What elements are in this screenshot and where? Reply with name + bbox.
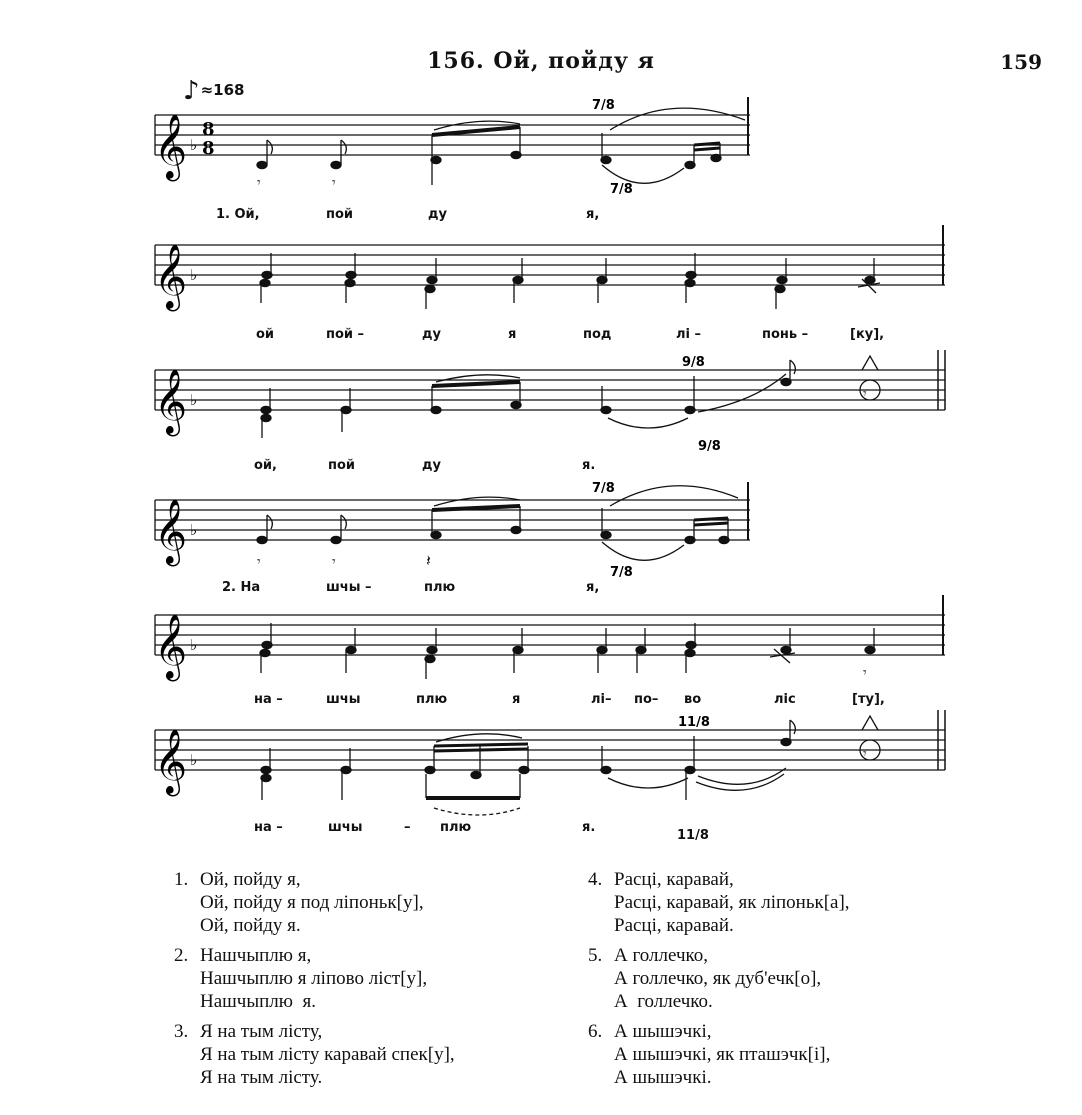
syllable: плю — [440, 820, 472, 835]
verse-number: 3. — [174, 1021, 189, 1042]
eighth-note-icon: ♪ — [183, 76, 200, 106]
fermata-mark: 7/8 — [592, 481, 615, 496]
syllable: шчы – — [326, 580, 372, 595]
syllable: я — [512, 692, 521, 707]
fermata-mark: 9/8 — [682, 355, 705, 370]
svg-text:𝄞: 𝄞 — [154, 369, 188, 434]
svg-text:♭: ♭ — [190, 751, 198, 769]
staff-4 — [150, 480, 755, 580]
syllable: ліс — [774, 692, 796, 707]
treble-clef-icon: 𝄞 — [154, 114, 188, 179]
fermata-mark: 7/8 — [610, 182, 633, 197]
verse-4 — [588, 868, 988, 937]
svg-text:𝄞: 𝄞 — [154, 244, 188, 309]
syllable: плю — [416, 692, 448, 707]
verse-5 — [588, 944, 988, 1013]
syllable: на – — [254, 692, 283, 707]
song-title: 156. Ой, пойду я — [427, 48, 655, 74]
syllable: ду — [428, 207, 447, 222]
svg-text:𝄾: 𝄾 — [257, 176, 261, 191]
svg-text:𝄾: 𝄾 — [332, 555, 336, 570]
syllable: под — [583, 327, 612, 342]
syllable: лі– — [591, 692, 612, 707]
syllable: ой, — [254, 458, 277, 473]
syllable: шчы — [326, 692, 361, 707]
lyrics-line-1 — [150, 207, 755, 227]
staff-2 — [150, 225, 950, 320]
svg-text:𝄾: 𝄾 — [863, 666, 867, 681]
syllable: понь – — [762, 327, 809, 342]
svg-text:♭: ♭ — [190, 136, 198, 154]
verse-line: Нашчыплю я, — [200, 945, 312, 966]
staff-1 — [150, 95, 755, 195]
verse-line: Ой, пойду я под ліпоньк[у], — [200, 892, 424, 913]
lyrics-line-3 — [150, 458, 950, 478]
syllable: шчы — [328, 820, 363, 835]
fermata-mark: 7/8 — [592, 98, 615, 113]
svg-text:♭: ♭ — [190, 636, 198, 654]
verse-line: Расці, каравай, як ліпоньк[а], — [614, 892, 850, 913]
verse-line: А голлечко, — [614, 945, 709, 966]
syllable: ду — [422, 327, 441, 342]
syllable: пой — [328, 458, 356, 473]
svg-text:𝄾: 𝄾 — [863, 387, 867, 402]
lyrics-line-2 — [150, 327, 950, 347]
verse-line: А голлечко, як дуб'ечк[о], — [614, 968, 822, 989]
verse-number: 6. — [588, 1021, 603, 1042]
verse-line: Расці, каравай, — [614, 869, 734, 890]
verse-line: А шышэчкі, як пташэчк[і], — [614, 1044, 831, 1065]
svg-text:𝄞: 𝄞 — [154, 499, 188, 564]
syllable: на – — [254, 820, 283, 835]
svg-text:♭: ♭ — [190, 391, 198, 409]
syllable: пой — [326, 207, 354, 222]
verse-number: 2. — [174, 945, 189, 966]
svg-text:♭: ♭ — [190, 521, 198, 539]
staff-6 — [150, 710, 950, 825]
syllable: я, — [586, 580, 600, 595]
syllable: плю — [424, 580, 456, 595]
svg-text:𝄽: 𝄽 — [426, 553, 431, 570]
syllable: я. — [582, 820, 596, 835]
svg-text:𝄾: 𝄾 — [257, 555, 261, 570]
verse-2 — [174, 944, 554, 1013]
staff-5 — [150, 595, 950, 690]
tempo-value: ≈168 — [200, 81, 245, 99]
verse-line: Нашчыплю я. — [200, 991, 316, 1012]
verse-line: А голлечко. — [614, 991, 713, 1012]
svg-text:𝄞: 𝄞 — [154, 729, 188, 794]
verse-line: Ой, пойду я. — [200, 915, 301, 936]
svg-text:♭: ♭ — [190, 266, 198, 284]
svg-text:𝄞: 𝄞 — [154, 614, 188, 679]
syllable: по– — [634, 692, 659, 707]
fermata-mark: 11/8 — [678, 715, 710, 730]
syllable: лі – — [676, 327, 702, 342]
syllable: я — [508, 327, 517, 342]
time-signature-bottom: 8 — [202, 138, 215, 159]
svg-text:𝄾: 𝄾 — [863, 747, 867, 762]
verses-right — [588, 868, 988, 1096]
lyrics-line-6 — [150, 820, 950, 843]
syllable: во — [684, 692, 702, 707]
syllable: ой — [256, 327, 275, 342]
verse-6 — [588, 1020, 988, 1089]
verses-left — [174, 868, 554, 1096]
staff-3 — [150, 350, 950, 455]
syllable: пой – — [326, 327, 365, 342]
fermata-mark: 11/8 — [677, 828, 709, 843]
syllable: [ку], — [850, 327, 885, 342]
verse-number: 1. — [174, 869, 189, 890]
verse-line: А шышэчкі. — [614, 1067, 712, 1088]
verse-number: 5. — [588, 945, 603, 966]
verse-line: А шышэчкі, — [614, 1021, 712, 1042]
verse-line: Я на тым лісту, — [200, 1021, 323, 1042]
page-number: 159 — [1000, 50, 1042, 74]
verse-line: Я на тым лісту. — [200, 1067, 323, 1088]
fermata-mark: 9/8 — [698, 439, 721, 454]
syllable: я, — [586, 207, 600, 222]
verse-line: Нашчыплю я ліпово ліст[у], — [200, 968, 428, 989]
syllable: 2. На — [222, 580, 261, 595]
syllable: – — [404, 820, 411, 835]
syllable: 1. Ой, — [216, 207, 260, 222]
lyrics-line-5 — [150, 692, 950, 712]
fermata-mark: 7/8 — [610, 565, 633, 580]
syllable: ду — [422, 458, 441, 473]
syllable: [ту], — [852, 692, 885, 707]
verse-1 — [174, 868, 554, 937]
svg-text:𝄾: 𝄾 — [332, 176, 336, 191]
verse-line: Я на тым лісту каравай спек[у], — [200, 1044, 455, 1065]
verse-3 — [174, 1020, 554, 1089]
syllable: я. — [582, 458, 596, 473]
verse-line: Расці, каравай. — [614, 915, 734, 936]
verse-number: 4. — [588, 869, 603, 890]
time-signature-top: 8 — [202, 119, 215, 140]
verse-line: Ой, пойду я, — [200, 869, 301, 890]
